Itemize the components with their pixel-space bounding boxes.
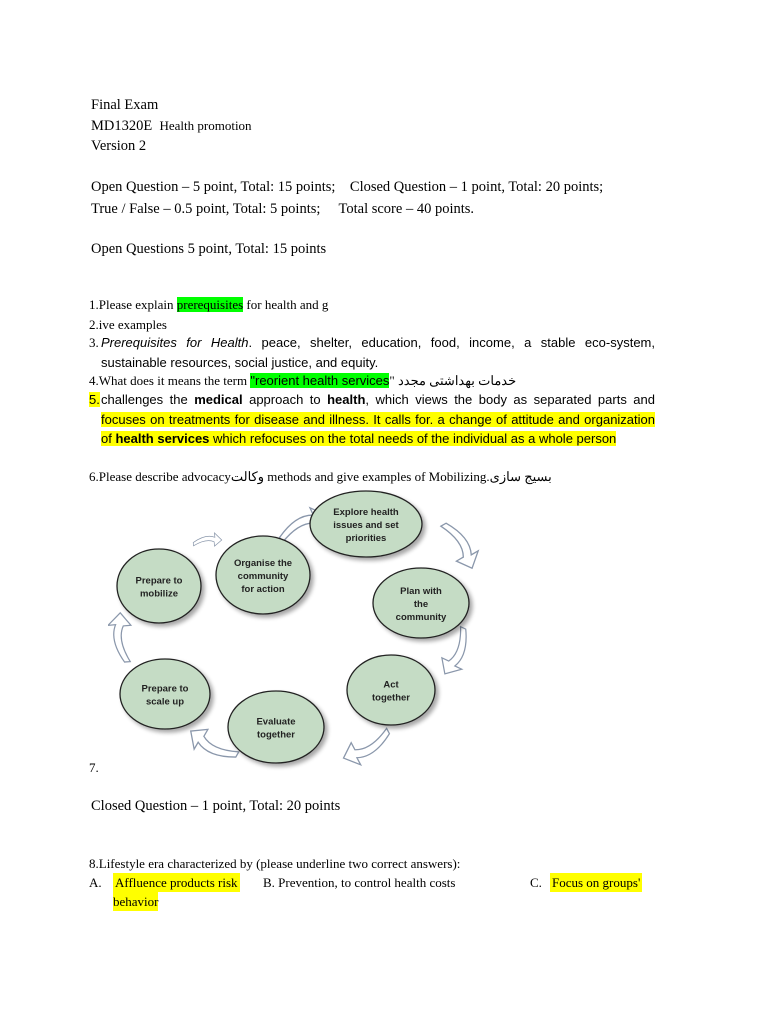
question-3: Prerequisites for Health. peace, shelter, education, food, income, a stable eco-system, sustainable resources, social justice, and equity. xyxy=(101,335,655,370)
course-code: MD1320E xyxy=(91,118,153,134)
cycle-arrow xyxy=(193,532,223,548)
highlight-prerequisites: prerequisites xyxy=(176,297,244,312)
cycle-arrow xyxy=(437,516,484,573)
cycle-node-label: issues and set xyxy=(333,520,399,531)
cycle-node-label: the xyxy=(413,599,429,610)
cycle-node-label: Prepare to xyxy=(141,683,189,695)
open-question-scoring: Open Question – 5 point, Total: 15 points; xyxy=(91,179,336,195)
option-c-label: C. xyxy=(530,875,542,890)
question-8: 8.Lifestyle era characterized by (please underline two correct answers): xyxy=(89,856,461,871)
question-5-number: 5. xyxy=(89,392,100,407)
cycle-node-label: Organise the xyxy=(233,558,293,569)
version-label: Version 2 xyxy=(91,138,147,154)
cycle-node-organise xyxy=(216,536,310,614)
cycle-node-label: Act xyxy=(383,679,399,691)
course-name: Health promotion xyxy=(159,118,252,133)
question-4: 4.What does it means the term "reorient health services" خدمات بهداشتی مجدد xyxy=(89,373,517,388)
scoring-line-2 xyxy=(91,199,474,219)
cycle-node-label: Prepare to xyxy=(135,575,183,587)
cycle-node-label: community xyxy=(395,612,447,623)
prerequisites-italic: Prerequisites for Health xyxy=(101,335,249,350)
question-7: 7. xyxy=(89,760,99,775)
closed-section-title: Closed Question – 1 point, Total: 20 points xyxy=(91,798,341,814)
option-b: B. Prevention, to control health costs xyxy=(263,875,456,890)
community-mobilization-cycle-diagram xyxy=(108,490,508,780)
highlight-reorient: "reorient health services xyxy=(250,373,390,388)
cycle-node-label: Evaluate xyxy=(256,716,296,728)
question-3-number: 3. xyxy=(89,335,99,350)
cycle-node-label: scale up xyxy=(145,696,185,708)
scoring-line-1 xyxy=(91,177,603,197)
exam-title: Final Exam xyxy=(91,97,159,113)
closed-question-scoring: Closed Question – 1 point, Total: 20 points; xyxy=(349,179,604,195)
highlight-answer-5: focuses on treatments for disease and illness. It calls for. a change of attitude and organization of health services which refocuses on the total needs of the individual as a whole person xyxy=(101,411,655,446)
cycle-node-mobilize xyxy=(117,549,201,623)
cycle-node-scale xyxy=(120,659,210,729)
total-score: Total score – 40 points. xyxy=(338,201,475,217)
cycle-arrow xyxy=(108,612,134,663)
cycle-node-label: Plan with xyxy=(400,586,442,597)
cycle-node-label: together xyxy=(372,692,410,704)
option-c-continued: behavior xyxy=(113,894,159,909)
cycle-node-label: community xyxy=(237,571,289,582)
option-a: Affluence products risk xyxy=(115,875,238,890)
question-6: 6.Please describe advocacyوکالت methods and give examples of Mobilizing.بسیج سازی xyxy=(89,469,552,484)
cycle-node-explore xyxy=(310,491,422,557)
question-5: challenges the medical approach to health, which views the body as separated parts and focuses on treatments for disease and illness. It calls for. a change of attitude and organization of health services which refocuses on the total needs of the individual as a whole person xyxy=(101,392,656,446)
cycle-node-label: together xyxy=(257,729,295,741)
option-a-label: A. xyxy=(89,875,102,890)
cycle-node-label: mobilize xyxy=(139,588,179,600)
question-1: 1.Please explain prerequisites for health and g xyxy=(89,297,329,312)
cycle-node-label: priorities xyxy=(345,533,387,544)
cycle-node-evaluate xyxy=(228,691,324,763)
cycle-node-act xyxy=(347,655,435,725)
cycle-node-label: Explore health xyxy=(333,507,399,518)
question-2: 2.ive examples xyxy=(89,317,167,332)
course-line xyxy=(91,116,252,136)
open-section-title: Open Questions 5 point, Total: 15 points xyxy=(91,241,327,257)
cycle-node-plan xyxy=(373,568,469,638)
cycle-node-label: for action xyxy=(241,584,285,595)
true-false-scoring: True / False – 0.5 point, Total: 5 points; xyxy=(91,201,321,217)
option-c: Focus on groups' xyxy=(552,875,641,890)
